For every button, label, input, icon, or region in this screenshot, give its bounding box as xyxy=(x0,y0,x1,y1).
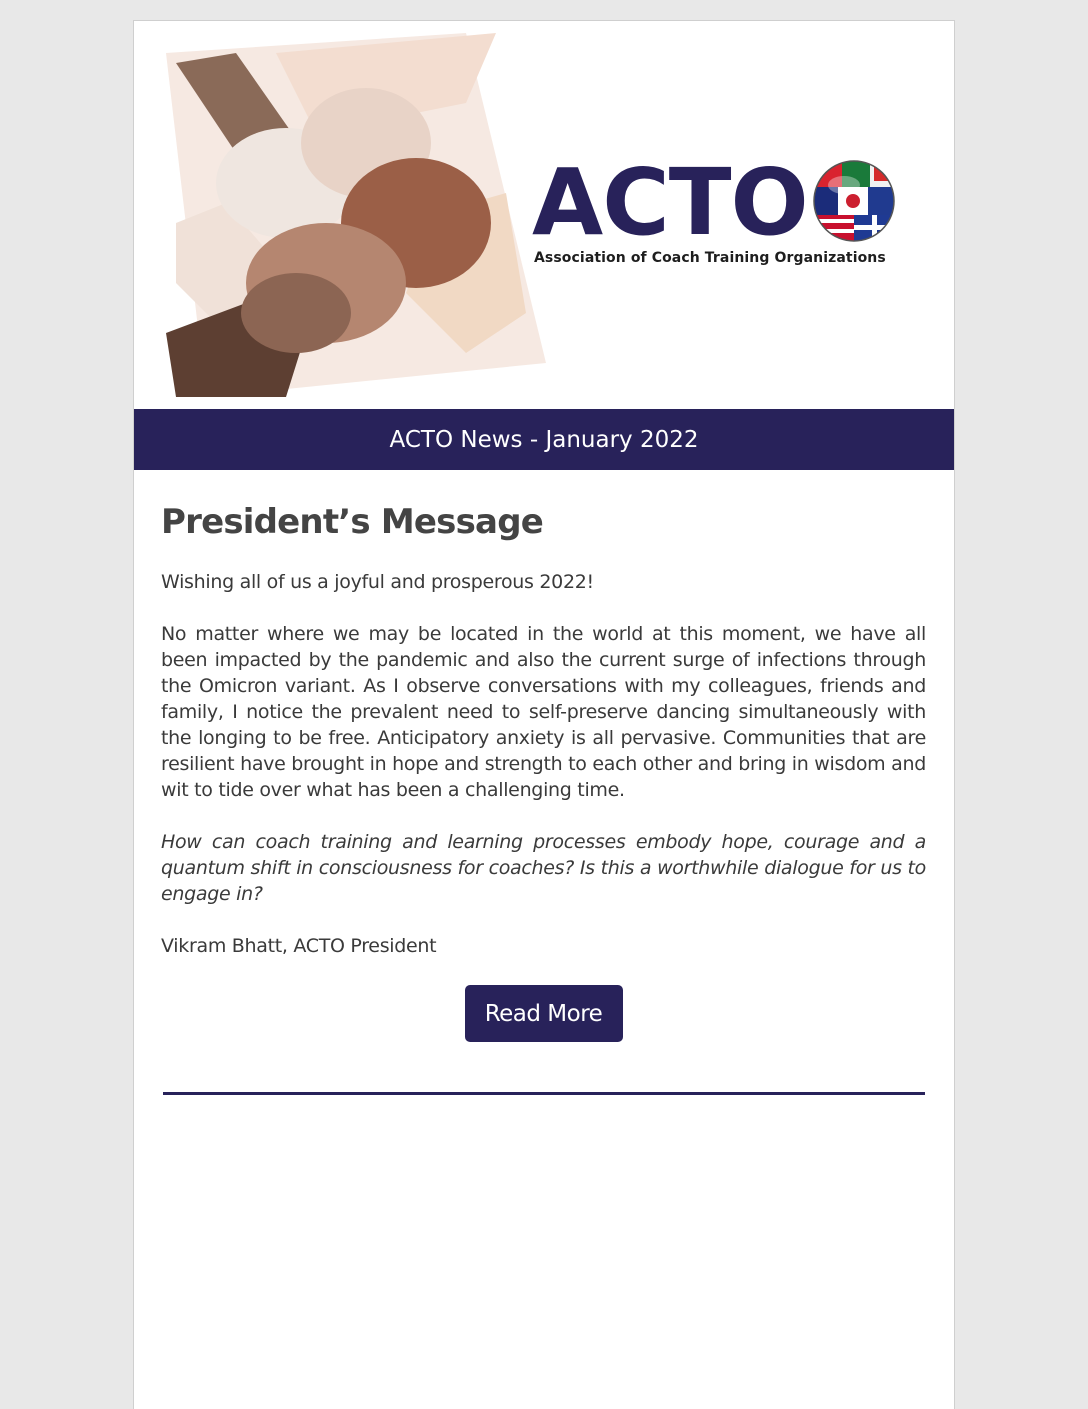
section-divider xyxy=(163,1092,925,1095)
newsletter-banner xyxy=(134,409,954,470)
header-image xyxy=(134,21,954,409)
article-body: No matter where we may be located in the world at this moment, we have all been impacted by the pandemic and also the current surge of infections through the Omicron variant. As I observe conversations with my colleagues, friends and family, I notice the prevalent need to self-preserve dancing simultaneously with the longing to be free. Anticipatory anxiety is all pervasive. Communities that are resilient have brought in hope and strength to each other and bring in wisdom and wit to tide over what has been a challenging time. xyxy=(161,623,926,801)
article xyxy=(161,497,926,1042)
article-question: How can coach training and learning processes embody hope, courage and a quantum shift in consciousness for coaches? Is this a worthwhile dialogue for us to engage in? xyxy=(161,831,926,905)
read-more-button[interactable]: Read More xyxy=(465,985,623,1042)
read-more-wrapper xyxy=(161,985,926,1042)
hands-image xyxy=(166,33,546,397)
globe-flags-icon xyxy=(812,159,896,243)
article-signature: Vikram Bhatt, ACTO President xyxy=(161,935,437,957)
article-greeting: Wishing all of us a joyful and prosperous 2022! xyxy=(161,571,594,593)
newsletter-page xyxy=(133,20,955,1409)
acto-logo-text: ACTO xyxy=(532,149,808,256)
banner-title: ACTO News - January 2022 xyxy=(389,426,699,453)
acto-logo-subtitle: Association of Coach Training Organizations xyxy=(534,250,886,266)
article-title: President’s Message xyxy=(161,502,543,542)
